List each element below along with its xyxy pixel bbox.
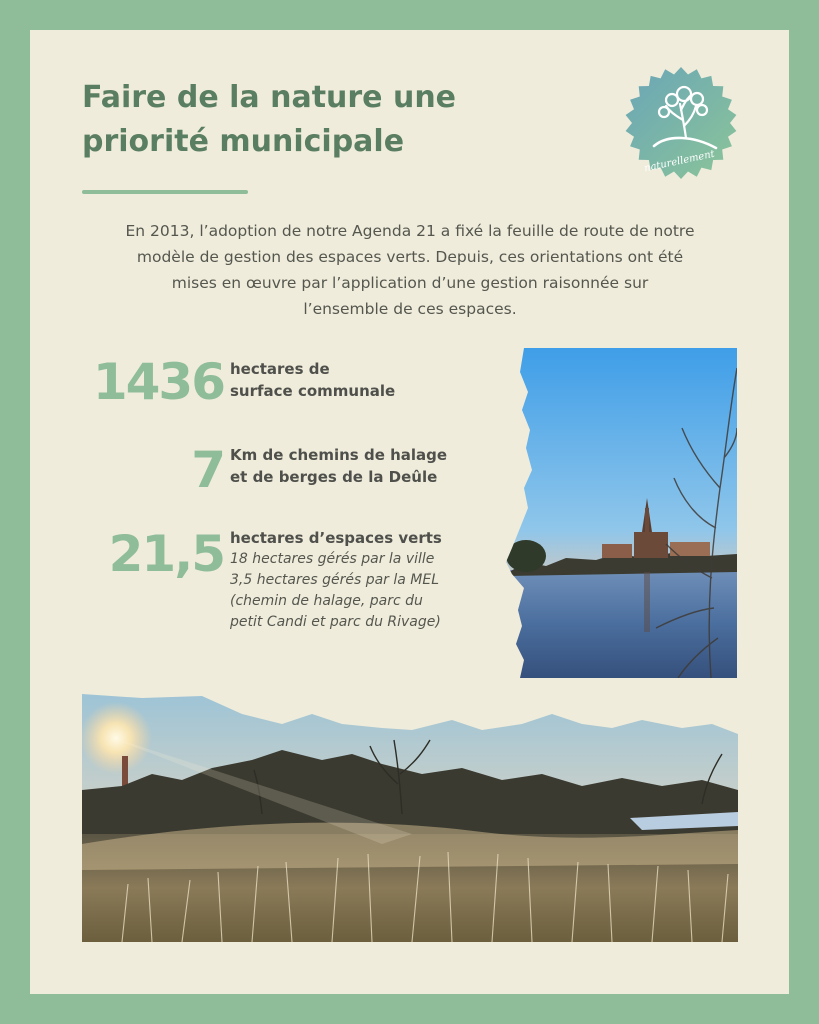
stat-area-number: 1436 xyxy=(92,353,224,411)
badge-label: naturellement xyxy=(643,148,716,175)
reeds-sunset-photo xyxy=(82,694,738,942)
intro-line: mises en œuvre par l’application d’une gestion raisonnée sur xyxy=(171,274,649,292)
stat-line: surface communale xyxy=(230,382,396,400)
stat-green-number: 21,5 xyxy=(108,525,224,583)
title-line-1: Faire de la nature une xyxy=(82,80,457,115)
stat-detail: 3,5 hectares gérés par la MEL xyxy=(230,572,440,588)
intro-line: l’ensemble de ces espaces. xyxy=(303,300,517,318)
stat-detail: (chemin de halage, parc du xyxy=(230,593,423,609)
intro-paragraph xyxy=(80,218,740,322)
stat-line: hectares d’espaces verts xyxy=(230,529,442,547)
stat-line: hectares de xyxy=(230,360,330,378)
title-line-2: priorité municipale xyxy=(82,124,405,159)
river-church-photo xyxy=(506,348,737,678)
stat-green-text xyxy=(230,527,490,633)
stat-line: Km de chemins de halage xyxy=(230,446,448,464)
infographic-card xyxy=(30,30,789,994)
intro-line: En 2013, l’adoption de notre Agenda 21 a fixé la feuille de route de notre xyxy=(125,222,695,240)
stat-detail: 18 hectares gérés par la ville xyxy=(230,551,435,567)
page-title xyxy=(82,76,542,164)
naturellement-badge xyxy=(624,66,738,180)
stat-paths-number: 7 xyxy=(191,441,224,499)
intro-line: modèle de gestion des espaces verts. Depuis, ces orientations ont été xyxy=(136,248,684,266)
stat-paths-text xyxy=(230,444,490,488)
stat-line: et de berges de la Deûle xyxy=(230,468,438,486)
stat-detail: petit Candi et parc du Rivage) xyxy=(230,614,441,630)
title-divider xyxy=(82,190,248,194)
stat-area-text xyxy=(230,358,470,402)
